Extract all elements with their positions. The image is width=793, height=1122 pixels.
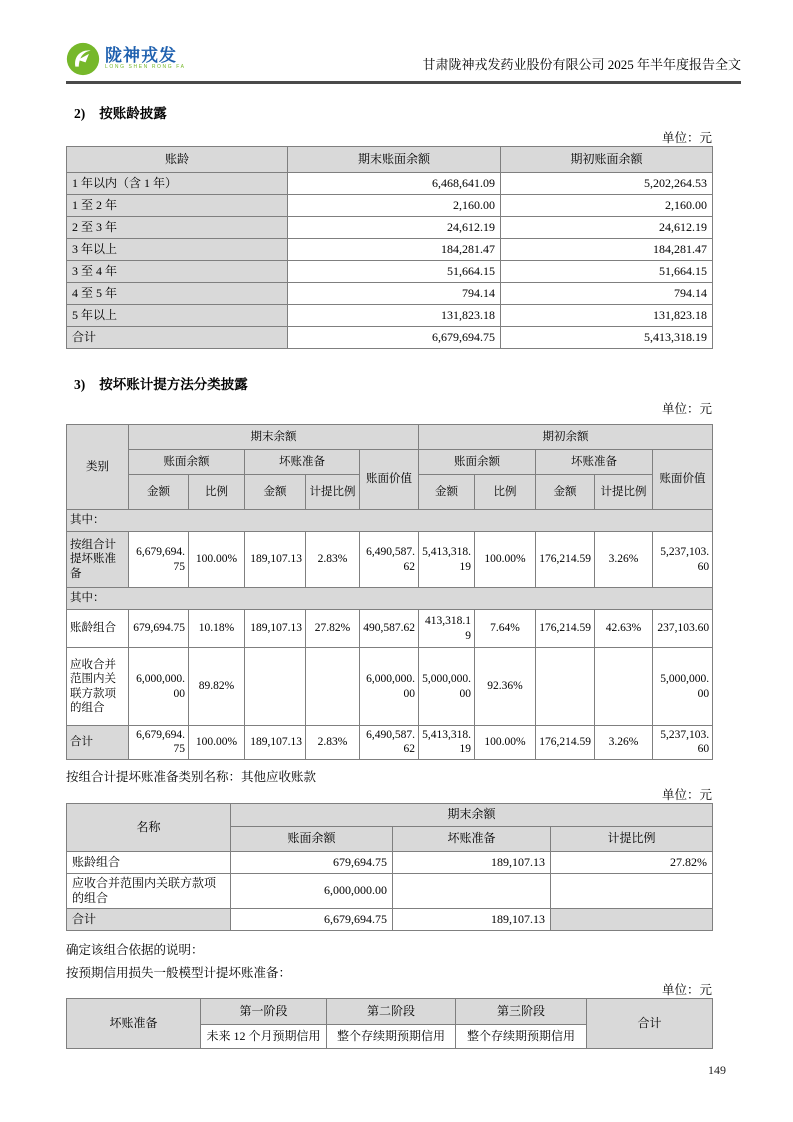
table-row xyxy=(67,726,713,760)
table-cell: 5,237,103.60 xyxy=(653,726,713,760)
table-row xyxy=(67,851,713,873)
table-cell: 679,694.75 xyxy=(231,851,393,873)
report-title: 甘肃陇神戎发药业股份有限公司 2025 年半年度报告全文 xyxy=(422,57,741,73)
table-cell: 6,000,000.00 xyxy=(129,648,189,726)
table-cell: 27.82% xyxy=(551,851,713,873)
table-cell: 3.26% xyxy=(595,726,653,760)
table-cell: 176,214.59 xyxy=(536,726,595,760)
table-cell: 2.83% xyxy=(306,726,360,760)
table-row xyxy=(67,873,713,908)
table-cell: 100.00% xyxy=(189,532,245,588)
logo-en-text: LONG SHEN RONG FA xyxy=(105,64,186,71)
section-heading-method xyxy=(74,373,741,393)
unit-label: 单位：元 xyxy=(661,402,712,416)
table-cell: 24,612.19 xyxy=(501,217,713,239)
table-cell: 176,214.59 xyxy=(536,532,595,588)
table-cell: 189,107.13 xyxy=(393,908,551,930)
table-cell: 第一阶段 xyxy=(201,998,327,1024)
table-cell: 189,107.13 xyxy=(393,851,551,873)
table-cell: 期初账面余额 xyxy=(501,147,713,173)
table-cell: 应收合并范围内关联方款项的组合 xyxy=(67,648,129,726)
company-logo xyxy=(66,42,186,76)
table-cell: 184,281.47 xyxy=(288,239,501,261)
method-table-container xyxy=(66,424,741,760)
table-row xyxy=(67,173,713,195)
table-cell: 6,490,587.62 xyxy=(360,726,419,760)
table-cell xyxy=(551,873,713,908)
table-row xyxy=(67,510,713,532)
table-cell xyxy=(536,648,595,726)
table-cell: 6,679,694.75 xyxy=(129,532,189,588)
ecl-model-note: 按预期信用损失一般模型计提坏账准备： xyxy=(66,965,292,980)
table-cell: 51,664.15 xyxy=(288,261,501,283)
table-cell: 6,679,694.75 xyxy=(288,327,501,349)
aging-table-container xyxy=(66,146,741,349)
ecl-stages-table xyxy=(66,998,713,1049)
table-cell: 794.14 xyxy=(501,283,713,305)
table-cell: 期初余额 xyxy=(419,425,713,450)
table-cell: 5,413,318.19 xyxy=(419,532,475,588)
table-cell: 比例 xyxy=(189,475,245,510)
table-row xyxy=(67,532,713,588)
ecl-table-container xyxy=(66,998,741,1049)
table-cell: 5,413,318.19 xyxy=(501,327,713,349)
table-row xyxy=(67,239,713,261)
table-cell: 184,281.47 xyxy=(501,239,713,261)
table-cell: 账面余额 xyxy=(419,450,536,475)
table-cell: 3.26% xyxy=(595,532,653,588)
table-cell: 账面余额 xyxy=(129,450,245,475)
table-row xyxy=(67,450,713,475)
table-row xyxy=(67,908,713,930)
table-cell: 490,587.62 xyxy=(360,610,419,648)
section-heading-aging xyxy=(74,102,741,122)
unit-label: 单位：元 xyxy=(661,131,712,145)
portfolio-detail-table xyxy=(66,803,713,931)
table-cell: 24,612.19 xyxy=(288,217,501,239)
table-cell: 89.82% xyxy=(189,648,245,726)
table-cell: 应收合并范围内关联方款项的组合 xyxy=(67,873,231,908)
table-cell: 5,000,000.00 xyxy=(419,648,475,726)
table-cell: 794.14 xyxy=(288,283,501,305)
table-cell: 金额 xyxy=(129,475,189,510)
table-cell: 189,107.13 xyxy=(245,610,306,648)
logo-mark-icon xyxy=(66,42,100,76)
table-cell: 名称 xyxy=(67,803,231,851)
table-cell: 按组合计提坏账准备 xyxy=(67,532,129,588)
table-cell: 其中： xyxy=(67,588,713,610)
table-cell: 坏账准备 xyxy=(245,450,360,475)
table-row xyxy=(67,147,713,173)
table-cell: 2 至 3 年 xyxy=(67,217,288,239)
table-cell: 期末账面余额 xyxy=(288,147,501,173)
table-row xyxy=(67,998,713,1024)
table-cell: 6,468,641.09 xyxy=(288,173,501,195)
table-cell: 5,000,000.00 xyxy=(653,648,713,726)
table-cell: 3 至 4 年 xyxy=(67,261,288,283)
table-cell xyxy=(393,873,551,908)
table-cell: 100.00% xyxy=(475,726,536,760)
table-cell: 账面价值 xyxy=(653,450,713,510)
basis-note: 确定该组合依据的说明： xyxy=(66,942,204,957)
table-cell: 6,679,694.75 xyxy=(231,908,393,930)
table-cell: 合计 xyxy=(67,327,288,349)
table-cell: 1 年以内（含 1 年） xyxy=(67,173,288,195)
portfolio-table-container xyxy=(66,803,741,931)
table-cell: 100.00% xyxy=(189,726,245,760)
table-cell: 100.00% xyxy=(475,532,536,588)
table-row xyxy=(67,648,713,726)
page-number: 149 xyxy=(708,1062,726,1077)
section-title: 按账龄披露 xyxy=(99,106,167,121)
table-cell: 2,160.00 xyxy=(501,195,713,217)
table-cell: 金额 xyxy=(536,475,595,510)
table-cell: 5 年以上 xyxy=(67,305,288,327)
table-cell: 整个存续期预期信用 xyxy=(327,1024,456,1048)
table-cell: 131,823.18 xyxy=(288,305,501,327)
table-cell: 计提比例 xyxy=(306,475,360,510)
table-cell: 51,664.15 xyxy=(501,261,713,283)
section-number: 3) xyxy=(74,377,86,392)
table-row xyxy=(67,283,713,305)
table-cell: 6,679,694.75 xyxy=(129,726,189,760)
table-cell: 10.18% xyxy=(189,610,245,648)
table-cell: 2,160.00 xyxy=(288,195,501,217)
table-cell: 账面价值 xyxy=(360,450,419,510)
table-cell: 坏账准备 xyxy=(67,998,201,1048)
table-cell: 账龄组合 xyxy=(67,610,129,648)
table-cell: 第二阶段 xyxy=(327,998,456,1024)
section-number: 2) xyxy=(74,106,86,121)
table-row xyxy=(67,803,713,826)
table-cell: 176,214.59 xyxy=(536,610,595,648)
table-cell: 679,694.75 xyxy=(129,610,189,648)
table-cell: 类别 xyxy=(67,425,129,510)
table-cell: 6,000,000.00 xyxy=(360,648,419,726)
table-cell: 7.64% xyxy=(475,610,536,648)
table-cell: 5,413,318.19 xyxy=(419,726,475,760)
table-cell: 坏账准备 xyxy=(393,826,551,851)
unit-label: 单位：元 xyxy=(661,787,712,802)
table-cell: 比例 xyxy=(475,475,536,510)
table-row xyxy=(67,305,713,327)
unit-label: 单位：元 xyxy=(661,982,712,997)
table-row xyxy=(67,217,713,239)
table-cell: 金额 xyxy=(419,475,475,510)
table-cell: 5,237,103.60 xyxy=(653,532,713,588)
table-cell xyxy=(595,648,653,726)
table-cell: 账龄 xyxy=(67,147,288,173)
bad-debt-method-table xyxy=(66,424,713,760)
table-cell: 期末余额 xyxy=(231,803,713,826)
table-cell: 合计 xyxy=(67,908,231,930)
aging-disclosure-table xyxy=(66,146,713,349)
table-cell: 2.83% xyxy=(306,532,360,588)
table-cell: 42.63% xyxy=(595,610,653,648)
section-title: 按坏账计提方法分类披露 xyxy=(99,377,248,392)
table-cell: 237,103.60 xyxy=(653,610,713,648)
table-cell: 合计 xyxy=(587,998,713,1048)
table-cell: 计提比例 xyxy=(595,475,653,510)
table-cell: 189,107.13 xyxy=(245,532,306,588)
table-cell: 189,107.13 xyxy=(245,726,306,760)
table-cell: 6,490,587.62 xyxy=(360,532,419,588)
table-row xyxy=(67,195,713,217)
table-cell: 期末余额 xyxy=(129,425,419,450)
table-cell: 4 至 5 年 xyxy=(67,283,288,305)
table-cell: 坏账准备 xyxy=(536,450,653,475)
table-cell: 整个存续期预期信用 xyxy=(456,1024,587,1048)
table-row xyxy=(67,588,713,610)
table-cell: 131,823.18 xyxy=(501,305,713,327)
table-row xyxy=(67,261,713,283)
table-cell: 6,000,000.00 xyxy=(231,873,393,908)
table-cell: 账龄组合 xyxy=(67,851,231,873)
table-cell: 413,318.19 xyxy=(419,610,475,648)
logo-cn-text: 陇神戎发 xyxy=(105,45,177,65)
table-cell: 合计 xyxy=(67,726,129,760)
table-row xyxy=(67,425,713,450)
table-cell: 其中： xyxy=(67,510,713,532)
table-cell: 27.82% xyxy=(306,610,360,648)
table-cell: 1 至 2 年 xyxy=(67,195,288,217)
logo-text xyxy=(105,47,186,72)
table-cell: 金额 xyxy=(245,475,306,510)
page-header xyxy=(66,42,741,84)
table-cell: 未来 12 个月预期信用 xyxy=(201,1024,327,1048)
table-cell xyxy=(245,648,306,726)
table-cell: 92.36% xyxy=(475,648,536,726)
table-row xyxy=(67,610,713,648)
table-cell xyxy=(306,648,360,726)
combo-category-note: 按组合计提坏账准备类别名称：其他应收账款 xyxy=(66,769,317,784)
table-cell: 3 年以上 xyxy=(67,239,288,261)
table-cell: 计提比例 xyxy=(551,826,713,851)
table-cell: 账面余额 xyxy=(231,826,393,851)
table-row xyxy=(67,327,713,349)
table-cell xyxy=(551,908,713,930)
table-cell: 5,202,264.53 xyxy=(501,173,713,195)
table-cell: 第三阶段 xyxy=(456,998,587,1024)
